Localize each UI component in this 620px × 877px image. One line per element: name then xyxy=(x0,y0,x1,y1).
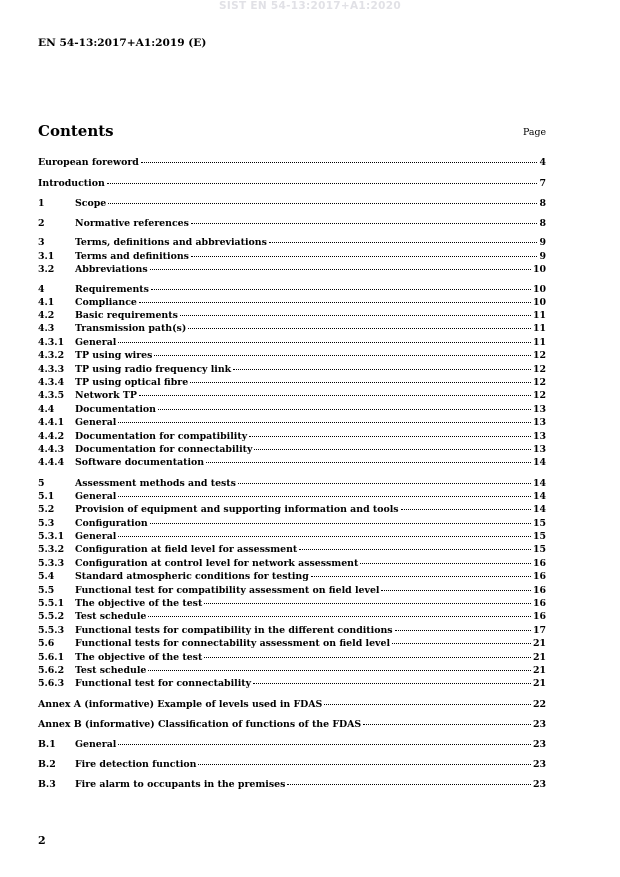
toc-entry-page: 14 xyxy=(532,504,546,515)
toc-entry-title: Documentation for connectability xyxy=(75,444,253,455)
toc-entry-number: 4.4.2 xyxy=(38,431,65,442)
toc-entry-number: 3.1 xyxy=(38,251,55,262)
toc-entry[interactable] xyxy=(38,297,546,309)
toc-leader-dots xyxy=(206,462,531,463)
toc-leader-dots xyxy=(238,483,531,484)
toc-entry-page: 15 xyxy=(532,531,546,542)
toc-entry-page: 21 xyxy=(532,638,546,649)
toc-entry-page: 8 xyxy=(539,198,546,209)
toc-entry[interactable] xyxy=(38,611,546,623)
toc-entry-number: 5.5 xyxy=(38,585,55,596)
toc-entry-page: 23 xyxy=(532,779,546,790)
toc-leader-dots xyxy=(118,422,531,423)
toc-entry-title: Introduction xyxy=(38,178,105,189)
toc-entry-number: 5.1 xyxy=(38,491,55,502)
toc-entry-number: 3 xyxy=(38,237,45,248)
toc-entry-page: 9 xyxy=(539,251,546,262)
toc-leader-dots xyxy=(158,409,531,410)
toc-entry-title: Abbreviations xyxy=(75,264,148,275)
toc-entry[interactable] xyxy=(38,237,546,249)
toc-leader-dots xyxy=(139,302,531,303)
toc-leader-dots xyxy=(253,683,531,684)
toc-entry-title: General xyxy=(75,337,117,348)
toc-entry-title: Normative references xyxy=(75,218,189,229)
contents-heading: Contents xyxy=(38,122,114,140)
toc-leader-dots xyxy=(118,744,531,745)
toc-entry[interactable] xyxy=(38,678,546,690)
toc-leader-dots xyxy=(204,657,531,658)
toc-entry-number: 5.3.1 xyxy=(38,531,65,542)
toc-leader-dots xyxy=(269,242,538,243)
toc-entry[interactable] xyxy=(38,417,546,429)
toc-leader-dots xyxy=(148,670,531,671)
toc-entry[interactable] xyxy=(38,598,546,610)
toc-entry-number: 5.2 xyxy=(38,504,55,515)
toc-entry-number: 4.3.3 xyxy=(38,364,65,375)
toc-entry-number: 5.5.3 xyxy=(38,625,65,636)
toc-entry[interactable] xyxy=(38,759,546,771)
toc-leader-dots xyxy=(254,449,531,450)
toc-entry-page: 12 xyxy=(532,364,546,375)
toc-entry-page: 14 xyxy=(532,478,546,489)
toc-entry-title: Functional test for connectability xyxy=(75,678,252,689)
toc-entry[interactable] xyxy=(38,284,546,296)
toc-leader-dots xyxy=(191,256,538,257)
toc-leader-dots xyxy=(118,536,531,537)
toc-entry[interactable] xyxy=(38,739,546,751)
toc-leader-dots xyxy=(118,342,531,343)
toc-leader-dots xyxy=(311,576,531,577)
toc-entry[interactable] xyxy=(38,478,546,490)
toc-entry[interactable] xyxy=(38,531,546,543)
toc-entry-title: Network TP xyxy=(75,390,137,401)
toc-entry-title: TP using wires xyxy=(75,350,153,361)
toc-entry-title: Scope xyxy=(75,198,107,209)
toc-entry[interactable] xyxy=(38,198,546,210)
toc-entry-number: 5.6.2 xyxy=(38,665,65,676)
toc-entry-title: Configuration at field level for assessment xyxy=(75,544,298,555)
toc-leader-dots xyxy=(249,436,531,437)
toc-entry-number: 5.3.3 xyxy=(38,558,65,569)
toc-entry[interactable] xyxy=(38,364,546,376)
toc-leader-dots xyxy=(154,355,531,356)
toc-entry-title: Annex B (informative) Classification of functions of the FDAS xyxy=(38,719,362,730)
toc-entry-page: 16 xyxy=(532,571,546,582)
toc-entry[interactable] xyxy=(38,264,546,276)
toc-entry-number: 5.5.1 xyxy=(38,598,65,609)
toc-leader-dots xyxy=(118,496,531,497)
toc-entry-title: The objective of the test xyxy=(75,652,203,663)
toc-leader-dots xyxy=(151,289,531,290)
toc-entry-page: 13 xyxy=(532,444,546,455)
toc-entry-title: Fire detection function xyxy=(75,759,197,770)
toc-leader-dots xyxy=(381,590,530,591)
toc-entry-page: 17 xyxy=(532,625,546,636)
toc-entry[interactable] xyxy=(38,652,546,664)
toc-entry-page: 15 xyxy=(532,518,546,529)
toc-entry-page: 11 xyxy=(532,323,546,334)
toc-entry-page: 16 xyxy=(532,558,546,569)
toc-entry-page: 12 xyxy=(532,377,546,388)
toc-entry-number: 2 xyxy=(38,218,45,229)
toc-entry-title: General xyxy=(75,739,117,750)
toc-entry[interactable] xyxy=(38,218,546,230)
toc-entry-title: TP using optical fibre xyxy=(75,377,189,388)
toc-entry-title: Documentation xyxy=(75,404,156,415)
toc-entry-page: 4 xyxy=(539,157,546,168)
toc-entry-title: Test schedule xyxy=(75,665,147,676)
toc-entry-page: 21 xyxy=(532,665,546,676)
toc-entry-number: 5.6.1 xyxy=(38,652,65,663)
toc-entry-title: General xyxy=(75,531,117,542)
toc-entry-page: 9 xyxy=(539,237,546,248)
toc-entry[interactable] xyxy=(38,251,546,263)
toc-entry[interactable] xyxy=(38,457,546,469)
toc-leader-dots xyxy=(190,382,531,383)
toc-entry-number: 5.5.2 xyxy=(38,611,65,622)
toc-entry-title: TP using radio frequency link xyxy=(75,364,232,375)
toc-entry[interactable] xyxy=(38,444,546,456)
toc-entry-title: Annex A (informative) Example of levels used in FDAS xyxy=(38,699,323,710)
toc-entry-page: 13 xyxy=(532,431,546,442)
toc-entry-number: 4.3 xyxy=(38,323,55,334)
toc-entry[interactable] xyxy=(38,431,546,443)
toc-entry-page: 16 xyxy=(532,611,546,622)
toc-entry-title: The objective of the test xyxy=(75,598,203,609)
toc-leader-dots xyxy=(395,630,531,631)
toc-entry[interactable] xyxy=(38,585,546,597)
toc-leader-dots xyxy=(180,315,531,316)
toc-entry[interactable] xyxy=(38,337,546,349)
toc-entry-number: 4.1 xyxy=(38,297,55,308)
toc-entry-title: Assessment methods and tests xyxy=(75,478,236,489)
toc-entry-title: Standard atmospheric conditions for testing xyxy=(75,571,309,582)
toc-entry-page: 22 xyxy=(532,699,546,710)
toc-leader-dots xyxy=(107,183,538,184)
toc-entry-title: General xyxy=(75,491,117,502)
toc-entry-number: 4.4.4 xyxy=(38,457,65,468)
toc-entry-number: 4 xyxy=(38,284,45,295)
toc-entry-page: 15 xyxy=(532,544,546,555)
page-column-label: Page xyxy=(522,127,546,138)
toc-entry[interactable] xyxy=(38,638,546,650)
toc-entry-number: B.3 xyxy=(38,779,56,790)
toc-entry-title: Configuration at control level for network assessment xyxy=(75,558,359,569)
toc-leader-dots xyxy=(150,269,531,270)
toc-entry-page: 23 xyxy=(532,739,546,750)
toc-leader-dots xyxy=(299,549,531,550)
toc-leader-dots xyxy=(141,162,538,163)
toc-entry-number: 4.2 xyxy=(38,310,55,321)
toc-entry-number: B.1 xyxy=(38,739,56,750)
toc-entry-page: 14 xyxy=(532,491,546,502)
toc-entry[interactable] xyxy=(38,665,546,677)
toc-entry-title: Basic requirements xyxy=(75,310,178,321)
toc-leader-dots xyxy=(287,784,531,785)
toc-entry-title: General xyxy=(75,417,117,428)
toc-entry[interactable] xyxy=(38,323,546,335)
toc-entry[interactable] xyxy=(38,404,546,416)
toc-leader-dots xyxy=(363,724,531,725)
toc-entry-page: 23 xyxy=(532,759,546,770)
toc-entry-page: 11 xyxy=(532,337,546,348)
toc-leader-dots xyxy=(204,603,531,604)
toc-entry-page: 21 xyxy=(532,652,546,663)
toc-entry-title: Provision of equipment and supporting information and tools xyxy=(75,504,399,515)
toc-leader-dots xyxy=(139,395,531,396)
toc-entry[interactable] xyxy=(38,544,546,556)
toc-leader-dots xyxy=(233,369,531,370)
toc-entry-title: Terms, definitions and abbreviations xyxy=(75,237,267,248)
toc-entry[interactable] xyxy=(38,491,546,503)
toc-leader-dots xyxy=(188,328,531,329)
toc-entry-page: 10 xyxy=(532,264,546,275)
toc-entry-page: 12 xyxy=(532,390,546,401)
toc-leader-dots xyxy=(324,704,531,705)
toc-entry[interactable] xyxy=(38,350,546,362)
toc-entry-number: 1 xyxy=(38,198,45,209)
toc-entry[interactable] xyxy=(38,518,546,530)
toc-leader-dots xyxy=(198,764,530,765)
toc-entry-title: Requirements xyxy=(75,284,149,295)
toc-entry-page: 16 xyxy=(532,598,546,609)
toc-entry-number: 4.4 xyxy=(38,404,55,415)
toc-entry-title: Transmission path(s) xyxy=(75,323,187,334)
toc-entry-page: 21 xyxy=(532,678,546,689)
toc-entry-title: Functional tests for connectability assessment on field level xyxy=(75,638,391,649)
toc-entry-title: Configuration xyxy=(75,518,148,529)
toc-entry-number: 4.3.4 xyxy=(38,377,65,388)
toc-entry-page: 23 xyxy=(532,719,546,730)
toc-entry-number: 5.3 xyxy=(38,518,55,529)
toc-entry-title: Fire alarm to occupants in the premises xyxy=(75,779,286,790)
toc-entry-page: 8 xyxy=(539,218,546,229)
toc-entry[interactable] xyxy=(38,504,546,516)
toc-entry[interactable] xyxy=(38,779,546,791)
toc-entry-page: 16 xyxy=(532,585,546,596)
toc-entry[interactable] xyxy=(38,719,546,731)
toc-entry-title: Terms and definitions xyxy=(75,251,189,262)
toc-leader-dots xyxy=(360,563,531,564)
toc-entry-page: 10 xyxy=(532,284,546,295)
document-header: EN 54-13:2017+A1:2019 (E) xyxy=(38,37,207,49)
toc-entry-page: 11 xyxy=(532,310,546,321)
toc-entry-title: European foreword xyxy=(38,157,139,168)
page-number: 2 xyxy=(38,834,46,847)
toc-entry-number: 4.4.1 xyxy=(38,417,65,428)
toc-leader-dots xyxy=(148,616,531,617)
toc-leader-dots xyxy=(191,223,538,224)
toc-entry-number: 5.4 xyxy=(38,571,55,582)
toc-entry[interactable] xyxy=(38,377,546,389)
toc-entry[interactable] xyxy=(38,625,546,637)
toc-entry[interactable] xyxy=(38,157,546,169)
toc-entry-number: 4.3.1 xyxy=(38,337,65,348)
toc-entry-page: 10 xyxy=(532,297,546,308)
toc-entry[interactable] xyxy=(38,390,546,402)
toc-entry-title: Functional tests for compatibility in the different conditions xyxy=(75,625,393,636)
toc-entry-title: Functional test for compatibility assessment on field level xyxy=(75,585,380,596)
toc-entry-page: 13 xyxy=(532,417,546,428)
toc-leader-dots xyxy=(150,523,531,524)
toc-entry-page: 13 xyxy=(532,404,546,415)
toc-entry-page: 12 xyxy=(532,350,546,361)
toc-leader-dots xyxy=(401,509,531,510)
toc-entry-number: 4.3.5 xyxy=(38,390,65,401)
toc-entry-page: 7 xyxy=(539,178,546,189)
toc-entry[interactable] xyxy=(38,699,546,711)
toc-entry-title: Compliance xyxy=(75,297,137,308)
toc-entry-title: Documentation for compatibility xyxy=(75,431,248,442)
toc-entry-number: 3.2 xyxy=(38,264,55,275)
toc-entry[interactable] xyxy=(38,178,546,190)
toc-entry-number: 5 xyxy=(38,478,45,489)
toc-entry-number: 5.6 xyxy=(38,638,55,649)
toc-entry[interactable] xyxy=(38,310,546,322)
toc-entry-number: B.2 xyxy=(38,759,56,770)
toc-leader-dots xyxy=(392,643,531,644)
toc-entry-number: 4.4.3 xyxy=(38,444,65,455)
toc-entry-page: 14 xyxy=(532,457,546,468)
toc-leader-dots xyxy=(108,203,537,204)
toc-entry-title: Test schedule xyxy=(75,611,147,622)
toc-entry[interactable] xyxy=(38,571,546,583)
toc-entry-number: 5.3.2 xyxy=(38,544,65,555)
toc-entry[interactable] xyxy=(38,558,546,570)
toc-entry-number: 4.3.2 xyxy=(38,350,65,361)
toc-entry-number: 5.6.3 xyxy=(38,678,65,689)
watermark: SIST EN 54-13:2017+A1:2020 xyxy=(219,0,401,12)
toc-entry-title: Software documentation xyxy=(75,457,205,468)
